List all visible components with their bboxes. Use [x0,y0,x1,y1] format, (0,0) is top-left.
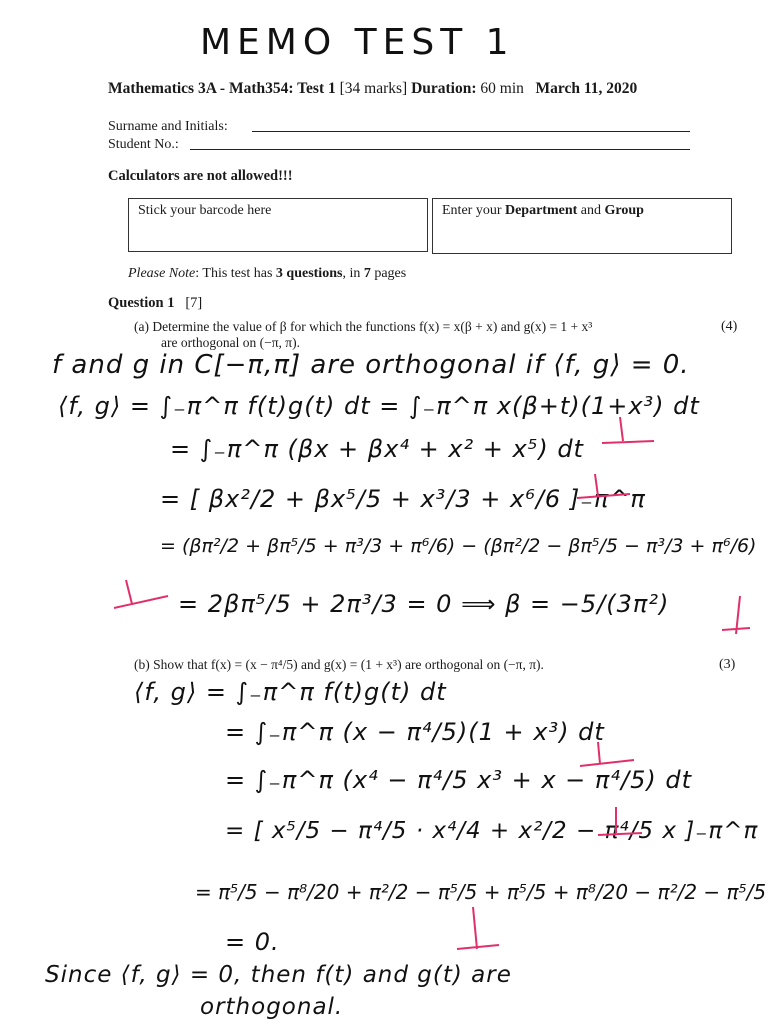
tick-mark-5 [578,740,638,780]
answer-a-line-2: ⟨f, g⟩ = ∫₋π^π f(t)g(t) dt = ∫₋π^π x(β+t)(1+x³) dt [58,392,700,420]
department-box [432,198,732,254]
student-no-label: Student No.: [108,137,179,152]
answer-b-line-6: = 0. [225,928,280,956]
tick-mark-4 [718,590,758,638]
course-title: Mathematics 3A - Math354: Test 1 [108,80,336,97]
barcode-box [128,198,428,252]
surname-label: Surname and Initials: [108,119,228,134]
part-a-text: (a) Determine the value of β for which the functions f(x) = x(β + x) and g(x) = 1 + x³ [134,319,593,334]
answer-a-line-4: = [ βx²/2 + βx⁵/5 + x³/3 + x⁶/6 ]₋π^π [160,485,646,513]
tick-mark-2 [575,472,635,512]
answer-b-line-3: = ∫₋π^π (x⁴ − π⁴/5 x³ + x − π⁴/5) dt [225,766,692,794]
total-marks: [34 marks] [339,80,408,97]
please-note: Please Note: This test has 3 questions, in 7 pages [128,266,407,281]
memo-title: MEMO TEST 1 [200,22,515,63]
answer-a-line-6: = 2βπ⁵/5 + 2π³/3 = 0 ⟹ β = −5/(3π²) [178,590,670,618]
conclusion-line-1: Since ⟨f, g⟩ = 0, then f(t) and g(t) are [45,962,512,988]
part-b-marks: (3) [719,657,736,672]
exam-header [108,80,637,98]
department-label: Enter your Department and Group [442,203,644,218]
part-b-text: (b) Show that f(x) = (x − π⁴/5) and g(x) = (1 + x³) are orthogonal on (−π, π). [134,657,544,672]
barcode-label: Stick your barcode here [138,203,272,218]
tick-mark-3 [112,578,172,618]
answer-b-line-5: = π⁵/5 − π⁸/20 + π²/2 − π⁵/5 + π⁵/5 + π⁸/20 − π²/2 − π⁵/5 [195,880,767,904]
duration-label: Duration: [411,80,477,97]
tick-mark-7 [455,905,505,955]
part-a-text-cont: are orthogonal on (−π, π). [161,335,300,350]
answer-a-line-5: = (βπ²/2 + βπ⁵/5 + π³/3 + π⁶/6) − (βπ²/2 − βπ⁵/5 − π³/3 + π⁶/6) [160,535,757,557]
student-no-line[interactable] [190,149,690,150]
calculators-note: Calculators are not allowed!!! [108,168,293,184]
exam-date: March 11, 2020 [535,80,638,97]
surname-line[interactable] [252,131,690,132]
tick-mark-1 [598,415,658,455]
tick-mark-6 [596,805,646,845]
answer-a-line-3: = ∫₋π^π (βx + βx⁴ + x² + x⁵) dt [170,435,584,463]
answer-b-line-4: = [ x⁵/5 − π⁴/5 · x⁴/4 + x²/2 − π⁴/5 x ]₋π^π [225,818,759,844]
duration-value: 60 min [480,80,524,97]
part-a-marks: (4) [721,319,738,334]
question-1-title: Question 1 [7] [108,295,203,311]
answer-b-line-2: = ∫₋π^π (x − π⁴/5)(1 + x³) dt [225,718,605,746]
conclusion-line-2: orthogonal. [200,994,344,1020]
answer-b-line-1: ⟨f, g⟩ = ∫₋π^π f(t)g(t) dt [134,678,447,706]
answer-a-line-1: f and g in C[−π,π] are orthogonal if ⟨f, g⟩ = 0. [52,350,690,380]
